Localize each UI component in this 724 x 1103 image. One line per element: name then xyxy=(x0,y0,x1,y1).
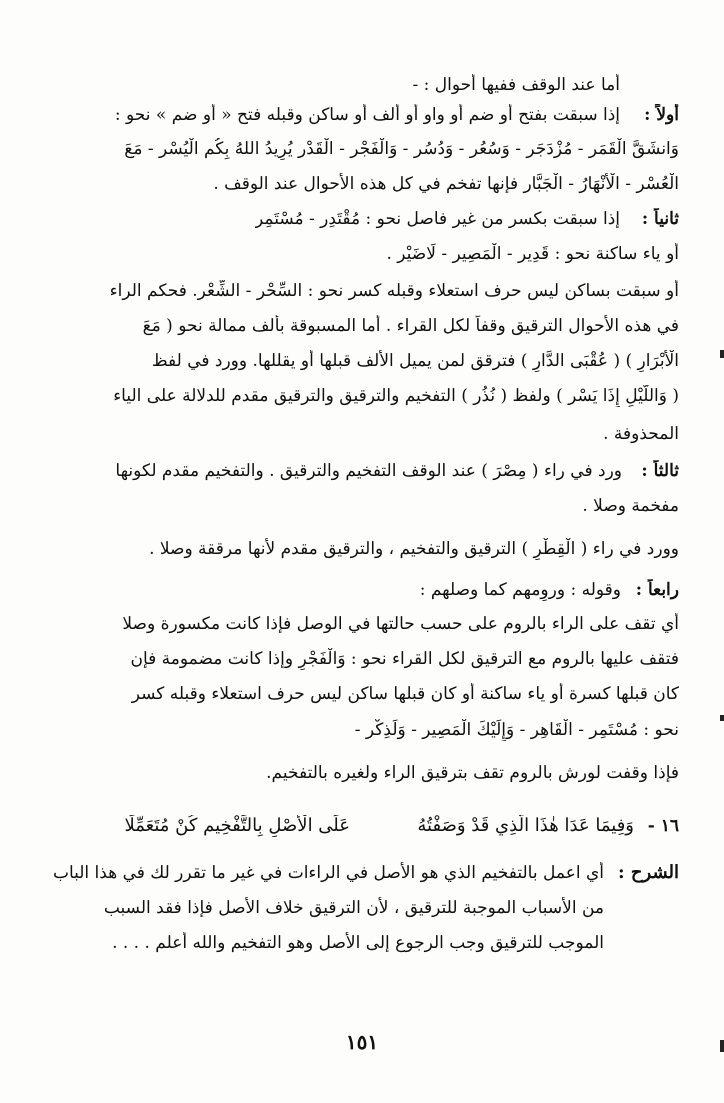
commentary-label: الشرح : xyxy=(617,862,679,883)
first-line-1: إذا سبقت بفتح أو ضم أو واو أو ألف أو ساكن وقبله فتح « أو ضم » نحو : xyxy=(114,105,620,125)
second-line-6: ( وَاللَّيْلِ إِذَا يَسْر ) ولفظ ( نُذُر ) التفخيم والترقيق والترقيق مقدم للدلالة على الياء xyxy=(113,386,679,406)
fourth-line-2: أي تقف على الراء بالروم على حسب حالتها في الوصل فإذا كانت مكسورة وصلا xyxy=(122,614,679,634)
verse-hemistich-2: عَلَى الْأَصْلِ بِالتَّفْخِيمِ كُنْ مُتَعَمِّلَا xyxy=(124,815,350,836)
verse-hemistich-1: وَفِيمَا عَدَا هٰذَا الَّذِي قَدْ وَصَفْتُهُ xyxy=(417,815,634,836)
second-line-2: أو ياء ساكنة نحو : قَدِير - الْمَصِير - لَاضَيْر . xyxy=(386,244,679,264)
first-line-2: وَانشَقَّ الْقَمَر - مُزْدَجَر - وَسُعُر - وَدُسُر - وَالْفَجْر - الْقَدْر يُرِيدُ اللهُ بِكُم الْيُسْر - مَعَ xyxy=(124,139,679,159)
fourth-line-5: نحو : مُسْتَمِر - الْقَاهِر - وَإِلَيْكَ الْمَصِير - وَلَذِكْر - xyxy=(354,720,679,740)
right-edge-mark xyxy=(720,1040,724,1052)
third-heading: ثالثاً : xyxy=(641,461,679,481)
second-line-5: الْأَبْرَارِ ) ( عُقْبَى الدَّارِ ) فترقق لمن يميل الألف قبلها أو يقللها. وورد في لفظ xyxy=(151,351,679,371)
first-heading: أولاً : xyxy=(644,105,679,125)
fourth-line-1: وقوله : وروِمهم كما وصلهم : xyxy=(419,580,621,600)
third-line-2: مفخمة وصلا . xyxy=(582,496,679,516)
page-number: ١٥١ xyxy=(345,1030,379,1054)
first-line-3: الْعُسْر - الْأَنْهَارُ - الْجَبَّار فإنها تفخم في كل هذه الأحوال عند الوقف . xyxy=(213,174,679,194)
third-line-1: ورد في راء ( مِصْرَ ) عند الوقف التفخيم والترقيق . والتفخيم مقدم لكونها xyxy=(115,461,622,481)
third-line-3: وورد في راء ( الْقِطْرِ ) الترقيق والتفخيم ، والترقيق مقدم لأنها مرققة وصلا . xyxy=(149,539,679,559)
commentary-line-1: أي اعمل بالتفخيم الذي هو الأصل في الراءات في غير ما تقرر لك في هذا الباب xyxy=(52,863,604,883)
second-heading: ثانياً : xyxy=(641,209,679,229)
second-line-3: أو سبقت بساكن ليس حرف استعلاء وقبله كسر نحو : السِّحْر - الشِّعْر. فحكم الراء xyxy=(109,281,679,301)
fourth-heading: رابعاً : xyxy=(635,580,679,600)
second-line-7: المحذوفة . xyxy=(603,424,679,444)
commentary-line-3: الموجب للترقيق وجب الرجوع إلى الأصل وهو التفخيم والله أعلم . . . . xyxy=(112,933,604,953)
right-edge-mark xyxy=(720,715,724,721)
fourth-line-3: فتقف عليها بالروم مع الترقيق لكل القراء نحو : وَالْفَجْرِ وإذا كانت مضمومة فإن xyxy=(130,649,679,669)
second-line-1: إذا سبقت بكسر من غير فاصل نحو : مُقْتَدِر - مُسْتَمِر xyxy=(255,209,620,229)
commentary-line-2: من الأسباب الموجبة للترقيق ، لأن الترقيق خلاف الأصل فإذا فقد السبب xyxy=(103,898,604,918)
second-line-4: في هذه الأحوال الترقيق وقفاً لكل القراء . أما المسبوقة بألف ممالة نحو ( مَعَ xyxy=(142,316,679,336)
right-edge-mark xyxy=(720,350,724,358)
fourth-line-6: فإذا وقفت لورش بالروم تقف بترقيق الراء ولغيره بالتفخيم. xyxy=(266,763,679,783)
fourth-line-4: كان قبلها كسرة أو ياء ساكنة أو كان قبلها ساكن ليس حرف استعلاء وقبله كسر xyxy=(131,684,679,704)
intro-line: أما عند الوقف ففيها أحوال : - xyxy=(412,75,620,95)
verse-number: ١٦ - xyxy=(647,816,679,836)
